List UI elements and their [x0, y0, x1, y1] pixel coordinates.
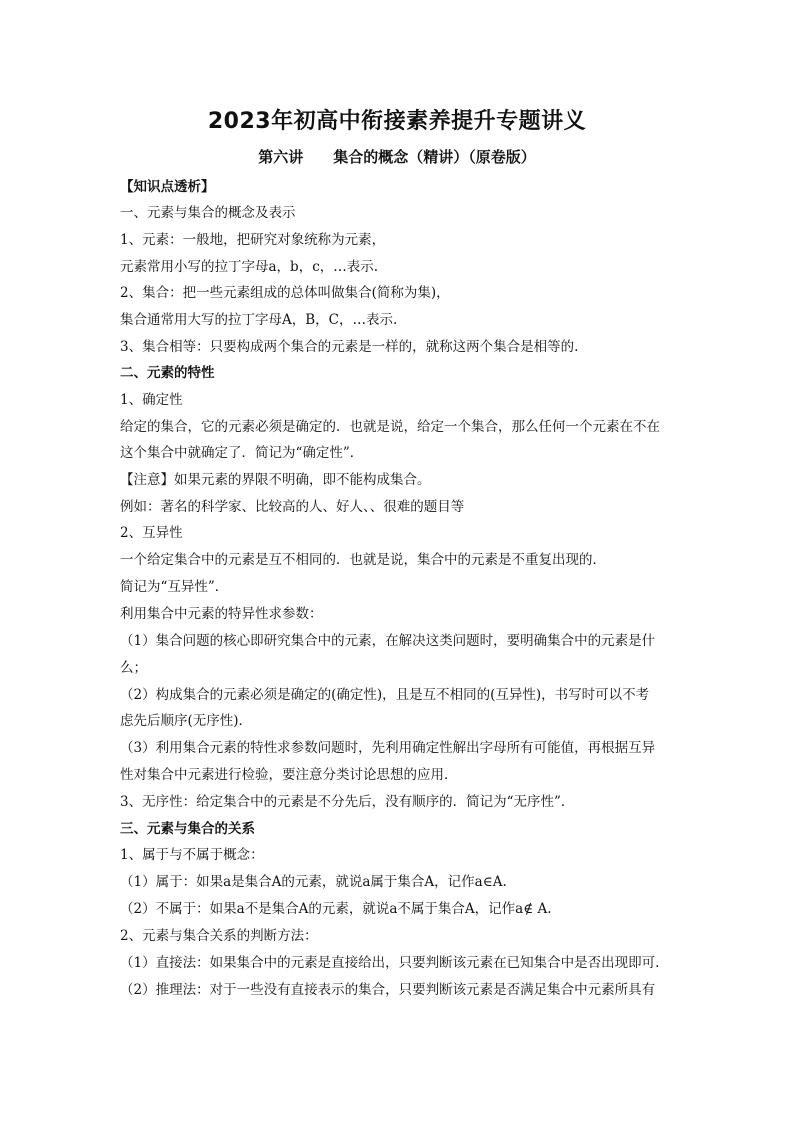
text-line: （3）利用集合元素的特性求参数问题时，先利用确定性解出字母所有可能值，再根据互异 [120, 740, 656, 756]
text-line: 性对集合中元素进行检验，要注意分类讨论思想的应用． [120, 767, 458, 783]
text-line: 3、集合相等：只要构成两个集合的元素是一样的，就称这两个集合是相等的. [120, 339, 579, 355]
text-line: 虑先后顺序(无序性)． [120, 713, 253, 729]
document-subtitle [0, 146, 794, 167]
text-line: 简记为“互异性”． [120, 579, 229, 595]
section-heading: 三、元素与集合的关系 [120, 821, 255, 837]
text-line: 例如：著名的科学家、比较高的人、好人、、很难的题目等 [120, 499, 465, 515]
text-line: 集合通常用大写的拉丁字母A，B，C，…表示. [120, 312, 398, 328]
text-line: 元素常用小写的拉丁字母a，b，c，…表示. [120, 259, 379, 275]
text-line: 给定的集合，它的元素必须是确定的．也就是说，给定一个集合，那么任何一个元素在不在 [120, 419, 660, 435]
text-line: 利用集合中元素的特异性求参数： [120, 606, 323, 622]
document-title: 2023年初高中衔接素养提升专题讲义 [207, 109, 587, 134]
text-line: （1）直接法：如果集合中的元素是直接给出，只要判断该元素在已知集合中是否出现即可. [120, 955, 660, 971]
text-line: 1、确定性 [120, 392, 183, 408]
text-line: 2、集合：把一些元素组成的总体叫做集合(简称为集)， [120, 285, 450, 301]
text-line: 3、无序性：给定集合中的元素是不分先后，没有顺序的．简记为“无序性”． [120, 794, 575, 810]
section-heading: 二、元素的特性 [120, 365, 215, 381]
text-line: 2、元素与集合关系的判断方法： [120, 928, 318, 944]
lecture-topic: 集合的概念（精讲）（原卷版） [333, 148, 536, 166]
text-line: （1）集合问题的核心即研究集合中的元素，在解决这类问题时，要明确集合中的元素是什 [120, 633, 656, 649]
text-line: 1、属于与不属于概念： [120, 847, 264, 863]
section-heading: 一、元素与集合的概念及表示 [120, 205, 296, 221]
knowledge-heading: 【知识点透析】 [120, 179, 215, 195]
lecture-number: 第六讲 [258, 148, 304, 166]
text-line: （1）属于：如果a是集合A的元素，就说a属于集合A，记作a∈A. [120, 874, 507, 890]
text-line: 么； [120, 660, 147, 676]
text-line: 一个给定集合中的元素是互不相同的．也就是说，集合中的元素是不重复出现的． [120, 552, 606, 568]
text-line: 1、元素：一般地，把研究对象统称为元素， [120, 232, 386, 248]
text-line: 2、互异性 [120, 525, 183, 541]
note-line: 【注意】如果元素的界限不明确，即不能构成集合。 [120, 472, 431, 488]
text-line: （2）不属于：如果a不是集合A的元素，就说a不属于集合A，记作a∉ A. [120, 901, 552, 917]
text-line: 这个集合中就确定了．简记为“确定性”． [120, 445, 364, 461]
text-line: （2）推理法：对于一些没有直接表示的集合，只要判断该元素是否满足集合中元素所具有 [120, 982, 656, 998]
text-line: （2）构成集合的元素必须是确定的(确定性)，且是互不相同的(互异性)，书写时可以不考 [120, 687, 650, 703]
